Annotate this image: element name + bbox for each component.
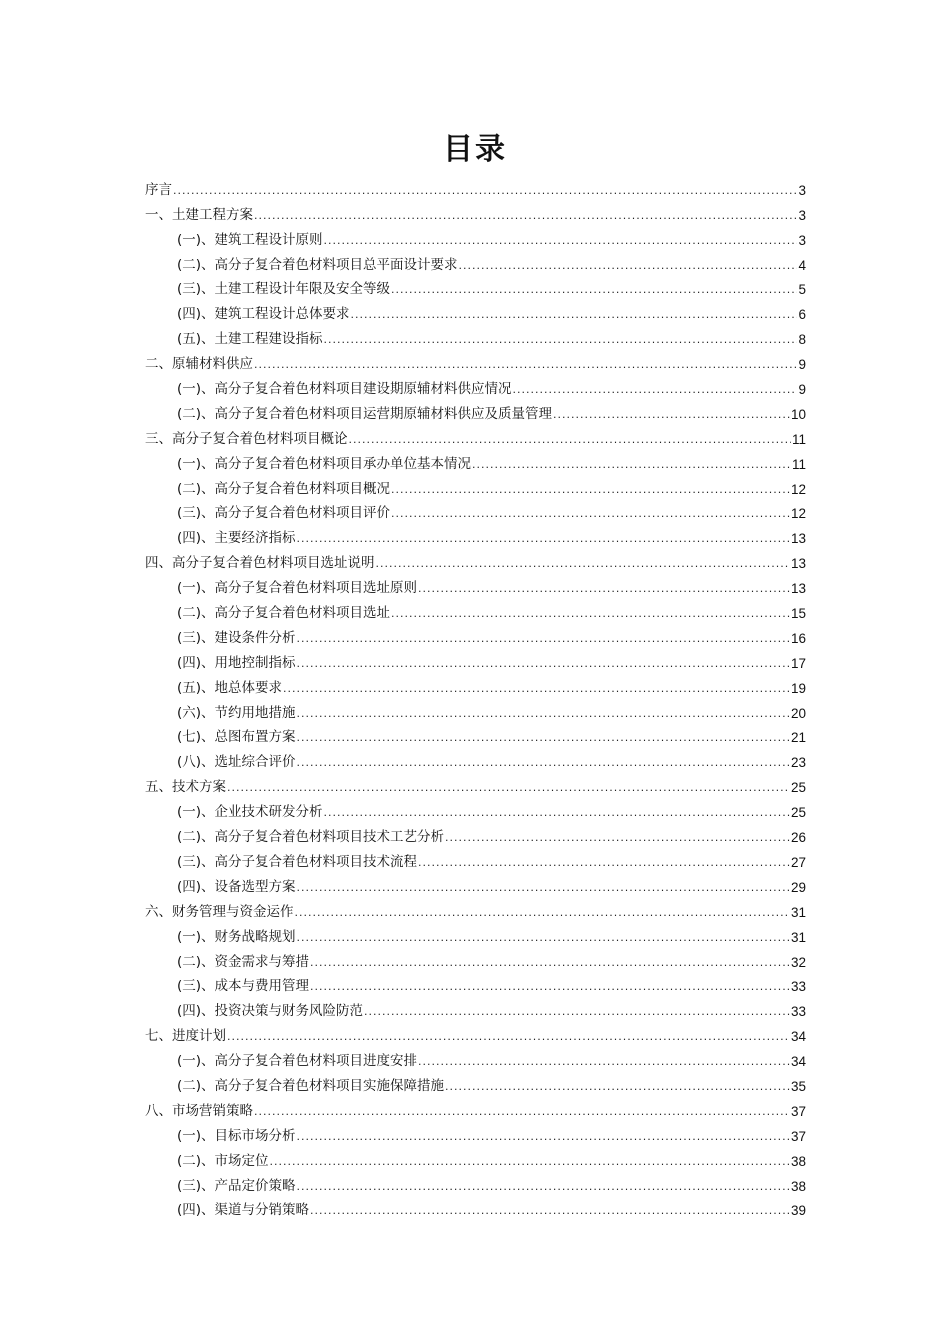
toc-dot-leader xyxy=(270,1153,790,1170)
toc-dot-leader xyxy=(324,331,798,348)
toc-title: 目录 xyxy=(443,132,507,167)
toc-page-number: 37 xyxy=(790,1128,806,1144)
toc-entry-label: (一)、目标市场分析 xyxy=(177,1127,296,1144)
toc-page-number: 10 xyxy=(790,406,806,422)
toc-page-number: 3 xyxy=(798,182,806,198)
toc-entry-label: 六、财务管理与资金运作 xyxy=(145,903,294,920)
toc-page-number: 34 xyxy=(790,1054,806,1070)
toc-page-number: 16 xyxy=(790,630,806,646)
toc-section-entry[interactable] xyxy=(145,1095,806,1120)
toc-dot-leader xyxy=(297,729,790,746)
toc-page-number: 32 xyxy=(790,954,806,970)
toc-dot-leader xyxy=(297,1128,790,1145)
toc-dot-leader xyxy=(391,481,790,498)
toc-page-number: 31 xyxy=(790,929,806,945)
toc-page-number: 20 xyxy=(790,705,806,721)
toc-dot-leader xyxy=(254,207,797,224)
toc-page-number: 8 xyxy=(798,332,806,348)
toc-dot-leader xyxy=(297,929,790,946)
toc-entry-label: 一、土建工程方案 xyxy=(145,206,253,223)
toc-page-number: 25 xyxy=(790,780,806,796)
toc-page-number: 12 xyxy=(790,506,806,522)
toc-dot-leader xyxy=(418,854,790,871)
toc-dot-leader xyxy=(254,1103,790,1120)
toc-dot-leader xyxy=(364,1003,790,1020)
toc-entry-label: 序言 xyxy=(145,181,172,198)
toc-page-number: 11 xyxy=(791,431,806,447)
toc-page-number: 3 xyxy=(798,207,806,223)
toc-subsection-entry[interactable] xyxy=(145,946,806,971)
toc-subsection-entry[interactable] xyxy=(145,448,806,473)
toc-dot-leader xyxy=(445,829,790,846)
toc-subsection-entry[interactable] xyxy=(145,622,806,647)
toc-dot-leader xyxy=(310,1202,790,1219)
toc-section-entry[interactable] xyxy=(145,1020,806,1045)
toc-page-number: 17 xyxy=(790,655,806,671)
toc-entry-label: 二、原辅材料供应 xyxy=(145,356,253,373)
toc-subsection-entry[interactable] xyxy=(145,971,806,996)
toc-page-number: 6 xyxy=(798,307,806,323)
toc-dot-leader xyxy=(391,281,797,298)
toc-page-number: 33 xyxy=(790,979,806,995)
toc-subsection-entry[interactable] xyxy=(145,572,806,597)
toc-subsection-entry[interactable] xyxy=(145,697,806,722)
table-of-contents xyxy=(145,174,806,1219)
toc-entry-label: (二)、资金需求与筹措 xyxy=(177,953,310,970)
toc-dot-leader xyxy=(376,555,790,572)
toc-page-number: 11 xyxy=(791,456,806,472)
toc-subsection-entry[interactable] xyxy=(145,846,806,871)
toc-dot-leader xyxy=(445,1078,790,1095)
toc-entry-label: (四)、投资决策与财务风险防范 xyxy=(177,1003,364,1020)
toc-section-entry[interactable] xyxy=(145,771,806,796)
toc-subsection-entry[interactable] xyxy=(145,647,806,672)
toc-page-number: 21 xyxy=(790,730,806,746)
toc-entry-label: (二)、高分子复合着色材料项目技术工艺分析 xyxy=(177,829,445,846)
toc-page-number: 34 xyxy=(790,1029,806,1045)
toc-subsection-entry[interactable] xyxy=(145,1045,806,1070)
toc-page-number: 23 xyxy=(790,755,806,771)
toc-subsection-entry[interactable] xyxy=(145,921,806,946)
toc-dot-leader xyxy=(310,954,790,971)
toc-dot-leader xyxy=(349,431,791,448)
toc-entry-label: (三)、建设条件分析 xyxy=(177,629,296,646)
toc-page-number: 29 xyxy=(790,879,806,895)
toc-entry-label: (一)、高分子复合着色材料项目承办单位基本情况 xyxy=(177,455,472,472)
toc-entry-label: (一)、财务战略规划 xyxy=(177,928,296,945)
toc-entry-label: (二)、市场定位 xyxy=(177,1152,269,1169)
toc-entry-label: (六)、节约用地措施 xyxy=(177,704,296,721)
toc-entry-label: 七、进度计划 xyxy=(145,1028,226,1045)
toc-dot-leader xyxy=(297,530,790,547)
toc-page-number: 15 xyxy=(790,606,806,622)
toc-entry-label: 八、市场营销策略 xyxy=(145,1102,253,1119)
toc-entry-label: (一)、高分子复合着色材料项目选址原则 xyxy=(177,580,418,597)
toc-subsection-entry[interactable] xyxy=(145,473,806,498)
toc-page-number: 26 xyxy=(790,830,806,846)
toc-page-number: 27 xyxy=(790,854,806,870)
toc-subsection-entry[interactable] xyxy=(145,821,806,846)
toc-dot-leader xyxy=(297,1178,790,1195)
toc-entry-label: (二)、高分子复合着色材料项目运营期原辅材料供应及质量管理 xyxy=(177,405,553,422)
toc-entry-label: (二)、高分子复合着色材料项目总平面设计要求 xyxy=(177,256,458,273)
toc-page-number: 13 xyxy=(790,581,806,597)
toc-entry-label: (三)、高分子复合着色材料项目技术流程 xyxy=(177,853,418,870)
toc-page-number: 3 xyxy=(798,232,806,248)
toc-dot-leader xyxy=(553,406,790,423)
toc-subsection-entry[interactable] xyxy=(145,1120,806,1145)
toc-entry-label: (四)、渠道与分销策略 xyxy=(177,1202,310,1219)
toc-dot-leader xyxy=(227,1028,790,1045)
toc-section-entry[interactable] xyxy=(145,174,806,199)
toc-entry-label: (三)、成本与费用管理 xyxy=(177,978,310,995)
toc-entry-label: (四)、设备选型方案 xyxy=(177,878,296,895)
toc-subsection-entry[interactable] xyxy=(145,274,806,299)
toc-subsection-entry[interactable] xyxy=(145,597,806,622)
toc-page-number: 4 xyxy=(798,257,806,273)
toc-dot-leader xyxy=(324,804,790,821)
toc-entry-label: (二)、高分子复合着色材料项目选址 xyxy=(177,605,391,622)
toc-entry-label: (三)、土建工程设计年限及安全等级 xyxy=(177,281,391,298)
toc-page-number: 13 xyxy=(790,531,806,547)
toc-dot-leader xyxy=(391,605,790,622)
toc-subsection-entry[interactable] xyxy=(145,871,806,896)
toc-section-entry[interactable] xyxy=(145,423,806,448)
toc-section-entry[interactable] xyxy=(145,348,806,373)
toc-subsection-entry[interactable] xyxy=(145,722,806,747)
toc-dot-leader xyxy=(297,705,790,722)
toc-entry-label: 四、高分子复合着色材料项目选址说明 xyxy=(145,555,375,572)
toc-subsection-entry[interactable] xyxy=(145,249,806,274)
toc-section-entry[interactable] xyxy=(145,547,806,572)
toc-dot-leader xyxy=(297,655,790,672)
toc-entry-label: (四)、建筑工程设计总体要求 xyxy=(177,306,350,323)
toc-page-number: 5 xyxy=(798,282,806,298)
toc-subsection-entry[interactable] xyxy=(145,746,806,771)
toc-entry-label: (一)、高分子复合着色材料项目进度安排 xyxy=(177,1053,418,1070)
toc-entry-label: (四)、主要经济指标 xyxy=(177,530,296,547)
toc-page-number: 9 xyxy=(798,382,806,398)
toc-subsection-entry[interactable] xyxy=(145,224,806,249)
toc-entry-label: (四)、用地控制指标 xyxy=(177,654,296,671)
toc-entry-label: (一)、企业技术研发分析 xyxy=(177,804,323,821)
toc-page-number: 38 xyxy=(790,1153,806,1169)
toc-entry-label: (八)、选址综合评价 xyxy=(177,754,296,771)
toc-dot-leader xyxy=(418,1053,790,1070)
toc-dot-leader xyxy=(324,232,798,249)
toc-page-number: 25 xyxy=(790,805,806,821)
toc-entry-label: (二)、高分子复合着色材料项目概况 xyxy=(177,480,391,497)
toc-entry-label: 五、技术方案 xyxy=(145,779,226,796)
toc-subsection-entry[interactable] xyxy=(145,796,806,821)
toc-entry-label: (三)、产品定价策略 xyxy=(177,1177,296,1194)
toc-page-number: 19 xyxy=(790,680,806,696)
toc-subsection-entry[interactable] xyxy=(145,398,806,423)
toc-section-entry[interactable] xyxy=(145,896,806,921)
toc-entry-label: 三、高分子复合着色材料项目概论 xyxy=(145,430,348,447)
toc-page-number: 33 xyxy=(790,1004,806,1020)
toc-subsection-entry[interactable] xyxy=(145,1170,806,1195)
toc-subsection-entry[interactable] xyxy=(145,1070,806,1095)
toc-entry-label: (三)、高分子复合着色材料项目评价 xyxy=(177,505,391,522)
toc-dot-leader xyxy=(459,257,798,274)
toc-dot-leader xyxy=(418,580,790,597)
toc-subsection-entry[interactable] xyxy=(145,522,806,547)
toc-page-number: 31 xyxy=(790,904,806,920)
toc-dot-leader xyxy=(227,779,790,796)
toc-entry-label: (二)、高分子复合着色材料项目实施保障措施 xyxy=(177,1077,445,1094)
toc-subsection-entry[interactable] xyxy=(145,498,806,523)
toc-entry-label: (五)、土建工程建设指标 xyxy=(177,331,323,348)
toc-dot-leader xyxy=(297,879,790,896)
toc-dot-leader xyxy=(297,630,790,647)
toc-entry-label: (五)、地总体要求 xyxy=(177,679,283,696)
toc-page-number: 12 xyxy=(790,481,806,497)
toc-subsection-entry[interactable] xyxy=(145,298,806,323)
toc-dot-leader xyxy=(472,456,791,473)
toc-entry-label: (一)、高分子复合着色材料项目建设期原辅材料供应情况 xyxy=(177,381,512,398)
toc-dot-leader xyxy=(254,356,797,373)
toc-subsection-entry[interactable] xyxy=(145,995,806,1020)
toc-dot-leader xyxy=(283,680,790,697)
toc-page-number: 38 xyxy=(790,1178,806,1194)
toc-page-number: 39 xyxy=(790,1203,806,1219)
toc-subsection-entry[interactable] xyxy=(145,1145,806,1170)
toc-dot-leader xyxy=(391,505,790,522)
toc-page-number: 37 xyxy=(790,1103,806,1119)
toc-subsection-entry[interactable] xyxy=(145,323,806,348)
toc-dot-leader xyxy=(351,306,798,323)
toc-subsection-entry[interactable] xyxy=(145,373,806,398)
toc-dot-leader xyxy=(310,978,790,995)
toc-subsection-entry[interactable] xyxy=(145,1195,806,1220)
toc-subsection-entry[interactable] xyxy=(145,672,806,697)
toc-entry-label: (一)、建筑工程设计原则 xyxy=(177,231,323,248)
toc-dot-leader xyxy=(513,381,798,398)
toc-dot-leader xyxy=(173,182,797,199)
toc-page-number: 9 xyxy=(798,357,806,373)
toc-dot-leader xyxy=(295,904,790,921)
toc-section-entry[interactable] xyxy=(145,199,806,224)
toc-page-number: 13 xyxy=(790,556,806,572)
toc-page-number: 35 xyxy=(790,1078,806,1094)
toc-entry-label: (七)、总图布置方案 xyxy=(177,729,296,746)
toc-dot-leader xyxy=(297,754,790,771)
